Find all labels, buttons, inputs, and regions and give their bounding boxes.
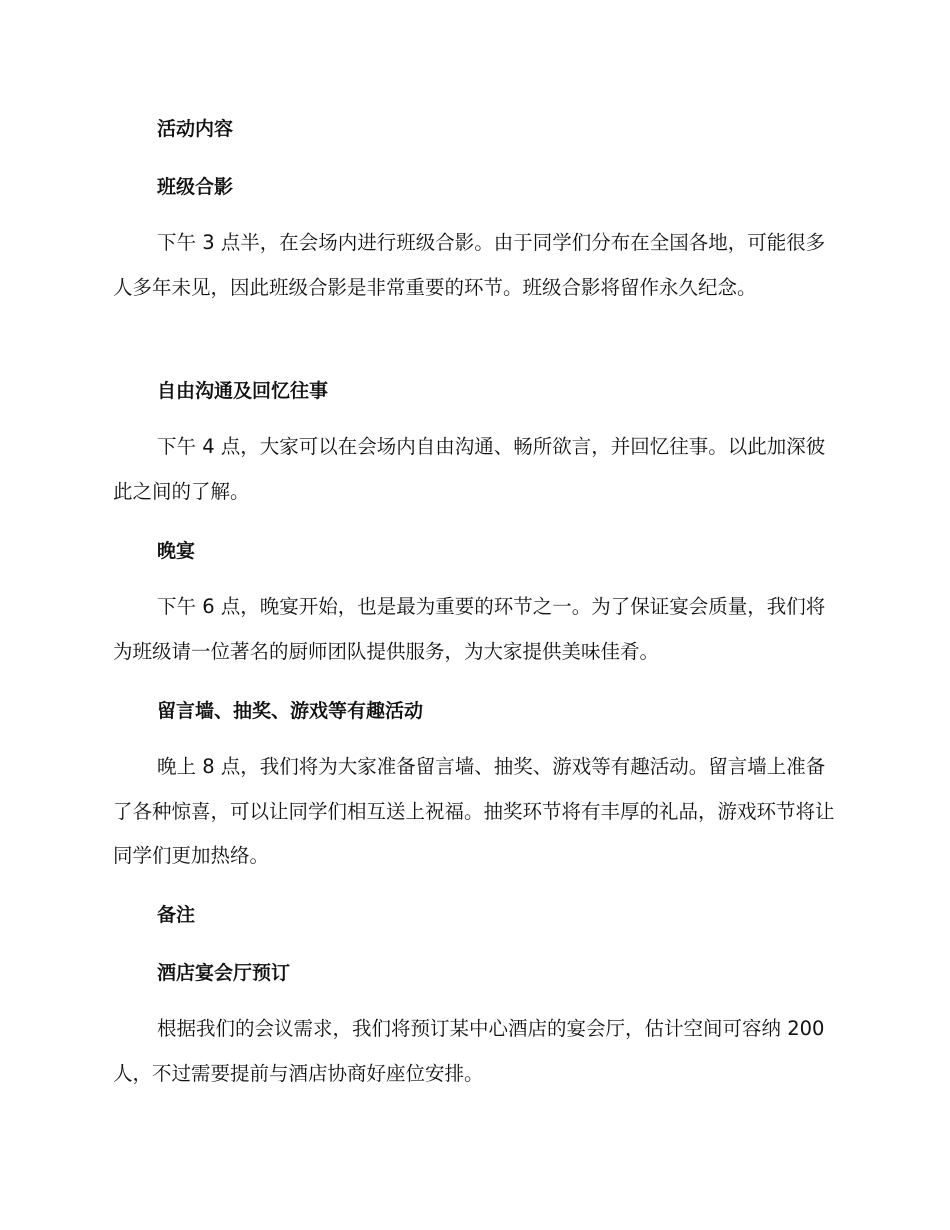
paragraph-fun-activities: 晚上 8 点，我们将为大家准备留言墙、抽奖、游戏等有趣活动。留言墙上准备了各种惊喜，可以让同学们相互送上祝福。抽奖环节将有丰厚的礼品，游戏环节将让同学们更加热络。	[113, 755, 835, 867]
section-heading-free-chat: 自由沟通及回忆往事	[157, 380, 329, 402]
paragraph-class-photo: 下午 3 点半，在会场内进行班级合影。由于同学们分布在全国各地，可能很多人多年未见，因此班级合影是非常重要的环节。班级合影将留作永久纪念。	[113, 231, 826, 299]
section-heading-dinner: 晚宴	[157, 540, 196, 562]
paragraph-dinner: 下午 6 点，晚宴开始，也是最为重要的环节之一。为了保证宴会质量，我们将为班级请一位著名的厨师团队提供服务，为大家提供美味佳肴。	[113, 595, 826, 663]
section-heading-activity-content: 活动内容	[157, 118, 234, 140]
section-heading-fun-activities: 留言墙、抽奖、游戏等有趣活动	[157, 700, 424, 722]
section-heading-hotel-booking: 酒店宴会厅预订	[157, 962, 291, 984]
paragraph-free-chat: 下午 4 点，大家可以在会场内自由沟通、畅所欲言，并回忆往事。以此加深彼此之间的了解。	[113, 435, 826, 503]
section-heading-class-photo: 班级合影	[157, 176, 234, 198]
section-heading-notes: 备注	[157, 904, 196, 926]
paragraph-hotel-booking: 根据我们的会议需求，我们将预订某中心酒店的宴会厅，估计空间可容纳 200 人，不过需要提前与酒店协商好座位安排。	[113, 1017, 825, 1085]
